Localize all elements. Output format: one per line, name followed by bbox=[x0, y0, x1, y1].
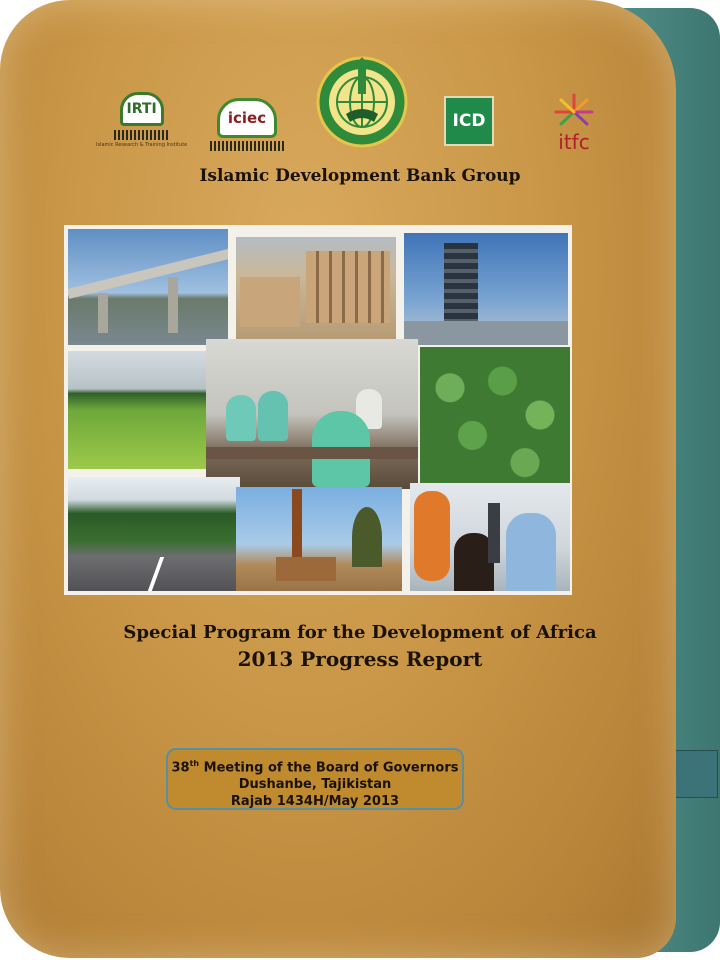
iciec-arabic-text bbox=[210, 141, 284, 151]
iciec-logo bbox=[210, 98, 284, 151]
itfc-text: itfc bbox=[558, 130, 590, 154]
eye-clinic-photo bbox=[410, 483, 570, 591]
irti-arabic-text bbox=[114, 130, 170, 140]
icd-badge bbox=[444, 96, 494, 146]
building-photo bbox=[236, 237, 396, 343]
meeting-location: Dushanbe, Tajikistan bbox=[238, 777, 392, 793]
irti-caption: Islamic Research & Training Institute bbox=[96, 142, 188, 148]
watermelons-photo bbox=[420, 347, 570, 483]
bridge-photo bbox=[68, 229, 228, 345]
meeting-number: 38 bbox=[171, 760, 190, 776]
itfc-logo bbox=[552, 92, 596, 154]
meeting-date: Rajab 1434H/May 2013 bbox=[230, 794, 400, 810]
report-title-line1: Special Program for the Development of Africa bbox=[123, 622, 597, 643]
power-plant-photo bbox=[404, 233, 568, 345]
report-title-line2: 2013 Progress Report bbox=[237, 647, 483, 671]
meeting-line bbox=[168, 755, 462, 776]
drilling-rig-photo bbox=[236, 487, 402, 591]
classroom-photo bbox=[206, 339, 418, 489]
meeting-text: Meeting of the Board of Governors bbox=[199, 760, 459, 776]
isdb-emblem bbox=[316, 56, 408, 148]
icd-logo bbox=[444, 96, 494, 146]
itfc-flower-icon bbox=[552, 92, 596, 132]
report-title bbox=[0, 620, 720, 672]
meeting-ordinal: th bbox=[189, 759, 200, 768]
road-photo bbox=[68, 477, 240, 591]
meeting-info-box bbox=[166, 748, 464, 810]
isdb-emblem-icon bbox=[316, 56, 408, 148]
icd-text: ICD bbox=[452, 111, 486, 131]
iciec-badge bbox=[217, 98, 277, 138]
group-title: Islamic Development Bank Group bbox=[199, 166, 521, 186]
irti-badge bbox=[120, 92, 164, 126]
iciec-text: iciec bbox=[227, 109, 267, 127]
irti-text: IRTI bbox=[126, 101, 157, 117]
irti-logo bbox=[96, 92, 187, 148]
rice-field-photo bbox=[68, 351, 208, 469]
photo-collage bbox=[64, 225, 572, 595]
